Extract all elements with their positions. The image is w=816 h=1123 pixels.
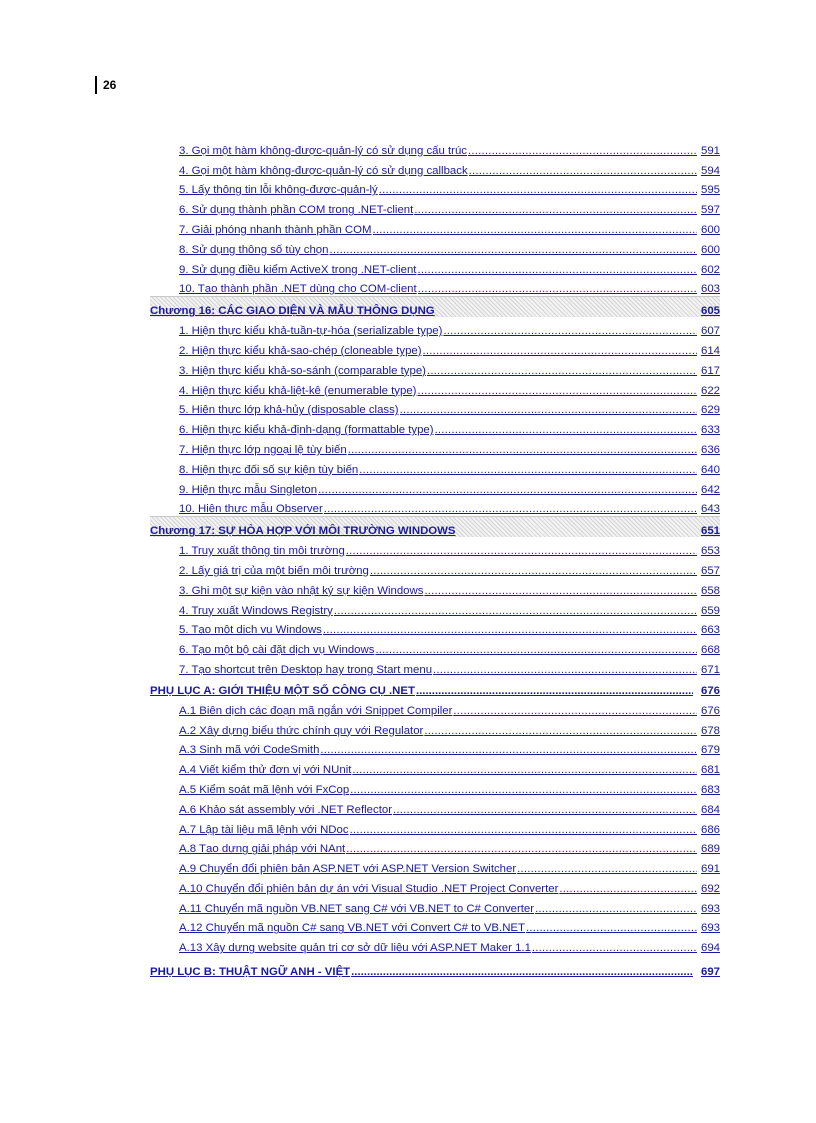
toc-entry-page: 678 — [700, 724, 720, 737]
toc-entry-page: 636 — [700, 443, 720, 456]
toc-entry[interactable] — [179, 157, 720, 177]
chapter-title: PHỤ LỤC B: THUẬT NGỮ ANH - VIỆT — [150, 966, 351, 979]
toc-entry-page: 689 — [700, 843, 720, 856]
toc-entry-page: 671 — [700, 663, 720, 676]
toc-entry[interactable] — [179, 357, 720, 377]
toc-entry-label: A.12 Chuyển mã nguồn C# sang VB.NET với Convert C# to VB.NET — [179, 922, 525, 935]
toc-entry-page: 686 — [700, 823, 720, 836]
toc-entry[interactable] — [179, 256, 720, 276]
toc-entry-label: 2. Hiện thực kiểu khả-sao-chép (cloneable type) — [179, 344, 422, 357]
toc-entry-page: 642 — [700, 483, 720, 496]
toc-entry-label: A.7 Lập tài liệu mã lệnh với NDoc — [179, 823, 349, 836]
toc-entry-label: A.10 Chuyển đổi phiên bản dự án với Visual Studio .NET Project Converter — [179, 882, 559, 895]
toc-entry[interactable] — [179, 796, 720, 816]
toc-entry-label: 4. Gọi một hàm không-được-quản-lý có sử dụng callback — [179, 164, 468, 177]
toc-entry-page: 693 — [700, 922, 720, 935]
toc-entry[interactable] — [179, 836, 720, 856]
toc-entry-label: 10. Hiện thực mẫu Observer — [179, 503, 323, 516]
toc-entry-label: 5. Hiện thực lớp khả-hủy (disposable class) — [179, 404, 399, 417]
chapter-title: Chương 17: SỰ HÒA HỢP VỚI MÔI TRƯỜNG WINDOWS — [150, 525, 456, 538]
chapter-page: 651 — [700, 525, 720, 538]
toc-entry[interactable] — [179, 436, 720, 456]
toc-entry[interactable] — [179, 137, 720, 157]
toc-entry-page: 676 — [700, 704, 720, 717]
toc-entry-label: 5. Lấy thông tin lỗi không-được-quản-lý — [179, 184, 378, 197]
toc-entry[interactable] — [179, 496, 720, 516]
toc-entry-label: 8. Sử dụng thông số tùy chọn — [179, 243, 329, 256]
toc-entry[interactable] — [179, 756, 720, 776]
toc-entry-label: A.5 Kiểm soát mã lệnh với FxCop — [179, 783, 350, 796]
toc-entry-label: A.1 Biên dịch các đoạn mã ngắn với Snippet Compiler — [179, 704, 453, 717]
toc-entry[interactable] — [179, 934, 720, 954]
toc-entry-label: A.8 Tạo dựng giải pháp với NAnt — [179, 843, 346, 856]
toc-entry-page: 607 — [700, 325, 720, 338]
toc-entry-label: A.6 Khảo sát assembly với .NET Reflector — [179, 803, 393, 816]
toc-entry-label: A.9 Chuyển đổi phiên bản ASP.NET với ASP.NET Version Switcher — [179, 863, 517, 876]
toc-entry-label: A.11 Chuyển mã nguồn VB.NET sang C# với VB.NET to C# Converter — [179, 902, 535, 915]
toc-entry[interactable] — [179, 816, 720, 836]
toc-entry-page: 683 — [700, 783, 720, 796]
toc-entry[interactable] — [179, 717, 720, 737]
toc-entry-page: 591 — [700, 144, 720, 157]
toc-entry[interactable] — [179, 577, 720, 597]
toc-entry-page: 657 — [700, 564, 720, 577]
toc-entry[interactable] — [179, 236, 720, 256]
toc-entry-label: 6. Sử dụng thành phần COM trong .NET-client — [179, 204, 414, 217]
toc-entry[interactable] — [179, 276, 720, 296]
toc-entry[interactable] — [179, 216, 720, 236]
toc-entry-page: 694 — [700, 942, 720, 955]
toc-entry[interactable] — [179, 476, 720, 496]
toc-entry-label: 3. Gọi một hàm không-được-quản-lý có sử dụng cấu trúc — [179, 144, 468, 157]
toc-entry[interactable] — [179, 895, 720, 915]
toc-entry-label: A.4 Viết kiểm thử đơn vị với NUnit — [179, 764, 352, 777]
toc-entry[interactable] — [179, 617, 720, 637]
toc-entry-label: 5. Tạo một dịch vụ Windows — [179, 624, 322, 637]
toc-entry-label: 4. Truy xuất Windows Registry — [179, 604, 333, 617]
table-of-contents — [150, 137, 720, 978]
toc-entry-page: 653 — [700, 545, 720, 558]
toc-entry[interactable] — [179, 337, 720, 357]
toc-entry-label: 9. Hiện thực mẫu Singleton — [179, 483, 318, 496]
toc-entry-page: 643 — [700, 503, 720, 516]
toc-entry-page: 684 — [700, 803, 720, 816]
toc-entry-label: 7. Giải phóng nhanh thành phần COM — [179, 223, 372, 236]
toc-entry-label: 8. Hiện thực đối số sự kiện tùy biến — [179, 463, 359, 476]
toc-entry[interactable] — [179, 177, 720, 197]
page-number: 26 — [95, 76, 116, 94]
toc-entry-label: 6. Hiện thực kiểu khả-định-dạng (formattable type) — [179, 424, 434, 437]
toc-entry-label: 7. Hiện thực lớp ngoại lệ tùy biến — [179, 443, 347, 456]
toc-entry[interactable] — [179, 317, 720, 337]
toc-entry-page: 595 — [700, 184, 720, 197]
toc-entry-page: 692 — [700, 882, 720, 895]
toc-entry[interactable] — [179, 416, 720, 436]
toc-entry[interactable] — [179, 557, 720, 577]
toc-entry-label: 6. Tạo một bộ cài đặt dịch vụ Windows — [179, 644, 375, 657]
toc-entry[interactable] — [179, 456, 720, 476]
toc-entry-page: 617 — [700, 364, 720, 377]
toc-entry-label: 9. Sử dụng điều kiểm ActiveX trong .NET-client — [179, 263, 417, 276]
toc-entry-page: 602 — [700, 263, 720, 276]
appendix-a-heading[interactable] — [150, 677, 720, 697]
toc-entry-page: 633 — [700, 424, 720, 437]
chapter-heading-17[interactable] — [150, 516, 720, 537]
toc-entry[interactable] — [179, 737, 720, 757]
toc-entry[interactable] — [179, 875, 720, 895]
toc-entry[interactable] — [179, 377, 720, 397]
toc-entry-page: 629 — [700, 404, 720, 417]
chapter-heading-16[interactable] — [150, 296, 720, 317]
toc-entry-page: 603 — [700, 283, 720, 296]
toc-entry-page: 597 — [700, 204, 720, 217]
toc-entry[interactable] — [179, 855, 720, 875]
toc-entry-label: 3. Hiện thực kiểu khả-so-sánh (comparable type) — [179, 364, 426, 377]
toc-entry-label: 10. Tạo thành phần .NET dùng cho COM-client — [179, 283, 417, 296]
toc-entry[interactable] — [179, 697, 720, 717]
toc-entry-page: 594 — [700, 164, 720, 177]
toc-entry-page: 622 — [700, 384, 720, 397]
toc-entry-label: 4. Hiện thực kiểu khả-liệt-kê (enumerable type) — [179, 384, 417, 397]
chapter-title: Chương 16: CÁC GIAO DIỆN VÀ MẪU THÔNG DỤNG — [150, 305, 435, 318]
toc-entry-page: 614 — [700, 344, 720, 357]
toc-entry[interactable] — [179, 636, 720, 656]
chapter-page: 605 — [700, 305, 720, 318]
toc-entry[interactable] — [179, 656, 720, 676]
toc-entry-label: 2. Lấy giá trị của một biến môi trường — [179, 564, 369, 577]
toc-entry-label: 1. Truy xuất thông tin môi trường — [179, 545, 345, 558]
toc-entry-page: 600 — [700, 223, 720, 236]
toc-entry[interactable] — [179, 915, 720, 935]
toc-entry[interactable] — [179, 597, 720, 617]
toc-entry[interactable] — [179, 397, 720, 417]
toc-entry-page: 681 — [700, 764, 720, 777]
appendix-b-heading[interactable] — [150, 958, 720, 978]
toc-entry-page: 663 — [700, 624, 720, 637]
toc-entry-page: 693 — [700, 902, 720, 915]
toc-entry-page: 600 — [700, 243, 720, 256]
toc-entry-page: 691 — [700, 863, 720, 876]
toc-entry[interactable] — [179, 196, 720, 216]
toc-entry-label: 7. Tạo shortcut trên Desktop hay trong Start menu — [179, 663, 433, 676]
toc-entry[interactable] — [179, 537, 720, 557]
toc-entry-page: 640 — [700, 463, 720, 476]
toc-entry-page: 668 — [700, 644, 720, 657]
toc-entry-label: 3. Ghi một sự kiện vào nhật ký sự kiện Windows — [179, 584, 424, 597]
toc-entry-label: A.13 Xây dựng website quản trị cơ sở dữ liệu với ASP.NET Maker 1.1 — [179, 942, 531, 955]
chapter-page: 676 — [700, 684, 720, 697]
toc-entry-label: 1. Hiện thực kiểu khả-tuần-tự-hóa (serializable type) — [179, 325, 443, 338]
chapter-page: 697 — [700, 966, 720, 979]
toc-entry-page: 679 — [700, 744, 720, 757]
toc-entry[interactable] — [179, 776, 720, 796]
toc-entry-label: A.3 Sinh mã với CodeSmith — [179, 744, 320, 757]
toc-entry-page: 659 — [700, 604, 720, 617]
toc-entry-label: A.2 Xây dựng biểu thức chính quy với Regulator — [179, 724, 424, 737]
chapter-title: PHỤ LỤC A: GIỚI THIỆU MỘT SỐ CÔNG CỤ .NET — [150, 684, 415, 697]
toc-entry-page: 658 — [700, 584, 720, 597]
